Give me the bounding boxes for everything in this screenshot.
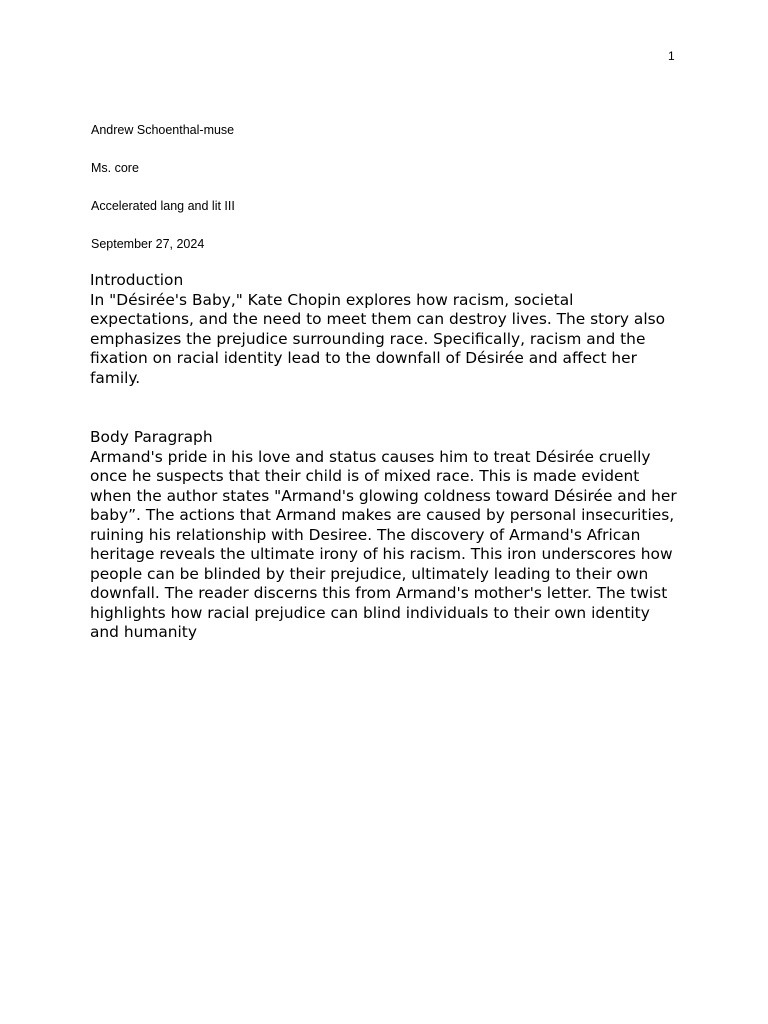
introduction-title: Introduction [90,271,184,289]
body-paragraph-text: Armand's pride in his love and status causes him to treat Désirée cruelly once he suspects that their child is of mixed race. This is made evident when the author states "Armand's glowing coldness toward Désirée and her baby”. The actions that Armand makes are caused by personal insecurities, ruining his relationship with Desiree. The discovery of Armand's African heritage reveals the ultimate irony of his racism. This iron underscores how people can be blinded by their prejudice, ultimately leading to their own downfall. The reader discerns this from Armand's mother's letter. The twist highlights how racial prejudice can blind individuals to their own identity and humanity [90,447,677,641]
teacher-name: Ms. core [91,161,139,175]
page-number: 1 [668,49,675,63]
introduction-section [90,271,682,388]
body-paragraph-title: Body Paragraph [90,428,213,446]
body-paragraph-section [90,428,682,643]
mla-heading [91,122,691,274]
essay-date: September 27, 2024 [91,237,205,251]
course-name: Accelerated lang and lit III [91,199,235,213]
introduction-paragraph: In "Désirée's Baby," Kate Chopin explores how racism, societal expectations, and the need to meet them can destroy lives. The story also emphasizes the prejudice surrounding race. Specifically, racism and the fixation on racial identity lead to the downfall of Désirée and affect her family. [90,290,666,387]
author-name: Andrew Schoenthal-muse [91,123,235,137]
